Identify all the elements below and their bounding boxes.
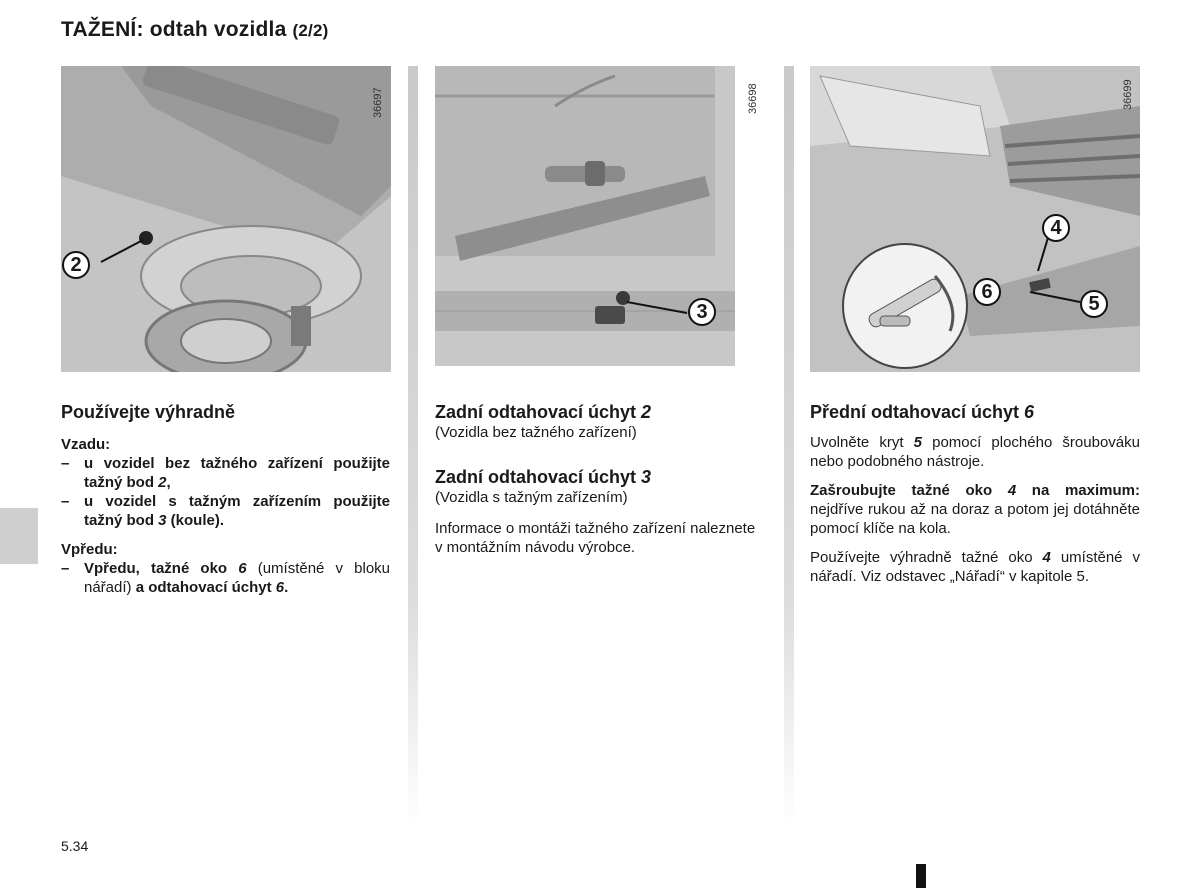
column-2-text xyxy=(435,402,765,557)
figure-front-bumper xyxy=(810,66,1140,372)
rear-label: Vzadu: xyxy=(61,436,111,453)
section-subheading: (Vozidla s tažným zařízením) xyxy=(435,489,628,506)
callout-4: 4 xyxy=(1042,214,1070,242)
callout-5: 5 xyxy=(1080,290,1108,318)
figure-code: 36698 xyxy=(747,83,759,114)
paragraph: Používejte výhradně tažné oko 4 umístěné v nářadí. Viz odstavec „Nářadí“ v kapitole 5. xyxy=(810,549,1140,585)
column-3-text xyxy=(810,402,1140,586)
callout-2: 2 xyxy=(62,251,90,279)
list-item: – u vozidel bez tažného zařízení použijte tažný bod 2, xyxy=(61,455,390,491)
page-marker xyxy=(916,864,926,888)
figure-code: 36697 xyxy=(372,87,384,118)
list-item: – u vozidel s tažným zařízením použijte tažný bod 3 (koule). xyxy=(61,493,390,529)
page-number: 5.34 xyxy=(61,838,89,854)
figure-rear-hitch-illustration xyxy=(435,66,765,372)
figure-code: 36699 xyxy=(1122,79,1134,110)
callout-6: 6 xyxy=(973,278,1001,306)
column-divider-2 xyxy=(784,66,794,826)
page-title-text: TAŽENÍ: odtah vozidla xyxy=(61,18,287,41)
figure-front-bumper-illustration xyxy=(810,66,1140,372)
section-heading: Přední odtahovací úchyt 6 xyxy=(810,402,1035,422)
list-item: – Vpředu, tažné oko 6 (umístěné v bloku nářadí) a odtahovací úchyt 6. xyxy=(61,560,391,596)
figure-rear-hitch xyxy=(435,66,765,372)
page-title-part: (2/2) xyxy=(292,21,329,40)
section-heading: Zadní odtahovací úchyt 2 xyxy=(435,402,652,422)
chapter-tab xyxy=(0,508,38,564)
page-title xyxy=(61,18,329,42)
paragraph: Informace o montáži tažného zařízení naleznete v montážním návodu výrobce. xyxy=(435,520,756,556)
figure-rear-underside-illustration xyxy=(61,66,391,372)
callout-3: 3 xyxy=(688,298,716,326)
paragraph: Zašroubujte tažné oko 4 na maximum: nejdříve rukou až na doraz a potom jej dotáhněte pomocí klíče na kola. xyxy=(810,482,1140,537)
section-heading: Zadní odtahovací úchyt 3 xyxy=(435,467,652,487)
column-divider-1 xyxy=(408,66,418,826)
section-subheading: (Vozidla bez tažného zařízení) xyxy=(435,424,637,441)
front-label: Vpředu: xyxy=(61,541,118,558)
column-1-text xyxy=(61,402,390,597)
figure-rear-underside xyxy=(61,66,391,372)
section-heading: Používejte výhradně xyxy=(61,402,236,422)
paragraph: Uvolněte kryt 5 pomocí plochého šroubováku nebo podobného nástroje. xyxy=(810,434,1140,470)
